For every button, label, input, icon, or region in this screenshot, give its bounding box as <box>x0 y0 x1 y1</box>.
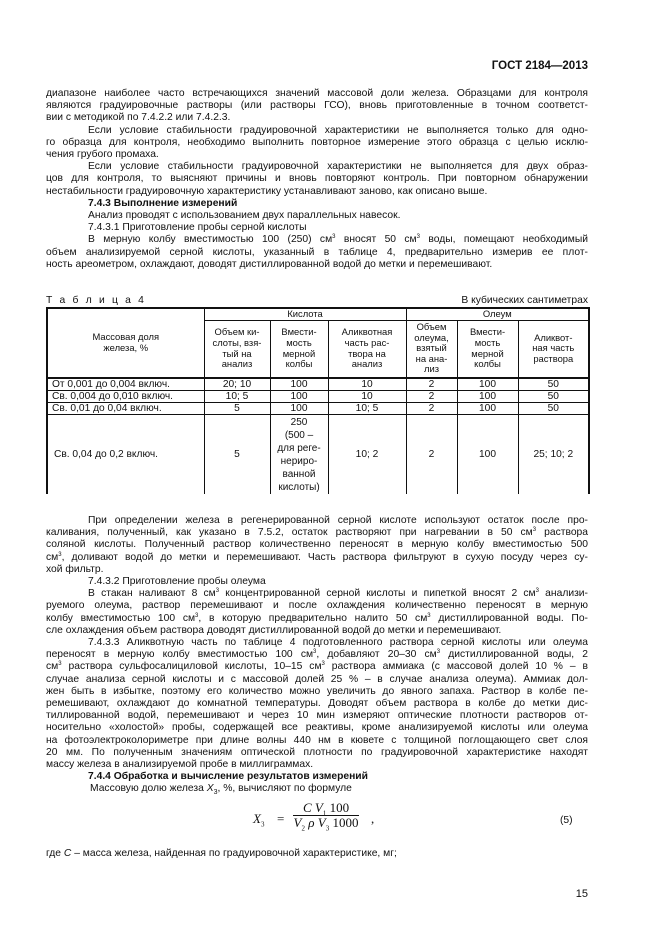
header-line: твора на <box>348 347 386 359</box>
formula-lhs <box>253 811 265 829</box>
table-row <box>47 390 589 402</box>
subscript: 3 <box>213 789 218 797</box>
cell-value: 5 <box>204 402 270 414</box>
cell-value-multiline <box>270 415 328 495</box>
text-line: 7.4.3.3 Аликвотную часть по таблице 4 подготовленного раствора серной кислоты или олеума <box>88 637 588 649</box>
numerator <box>293 802 359 816</box>
subscript: 3 <box>325 824 330 833</box>
document-code: ГОСТ 2184—2013 <box>491 60 588 72</box>
text-run: В стакан наливают 8 см <box>88 588 216 600</box>
cell-range: От 0,001 до 0,004 включ. <box>47 378 204 391</box>
section-heading-744: 7.4.4 Обработка и вычисление результатов измерений <box>88 771 368 783</box>
cell-value: 2 <box>406 415 457 495</box>
text-line: носительно «холостой» пробы, содержащей все реактивы, кроме анализируемой кислоты или олеума <box>46 722 588 734</box>
header-oleum-volume <box>406 320 457 378</box>
text-line: вии с методикой по 7.4.2.2 или 7.4.2.3. <box>46 112 231 124</box>
denominator <box>293 815 359 833</box>
text-line: тиллированной водой, перемешивают и через 10 мин измеряют оптические плотности растворов от- <box>46 710 588 722</box>
header-line: анализ <box>351 358 383 370</box>
variable: C <box>302 800 312 815</box>
text-line: го образца для контроля, необходимо выполнить повторное измерение этого образца с целью исклю- <box>46 136 588 148</box>
superscript: 3 <box>313 649 317 656</box>
header-line: Объем ки- <box>214 326 260 338</box>
text-line: жен быть в избытке, поэтому его количество можно увеличить до явного запаха. Раствор в колбе пе- <box>46 685 588 697</box>
equals-sign: = <box>277 811 285 826</box>
text-run: где <box>46 848 64 859</box>
text-line: цов для контроля, то выясняют причины и вновь повторяют контроль. При повторном обнаружении <box>46 173 588 185</box>
text-line <box>46 783 588 795</box>
header-line: на ана- <box>415 352 448 364</box>
text-line: ремешивают, охлаждают до комнатной температуры. Доводят объем раствора в колбе до метки дис- <box>46 698 588 710</box>
text-line: хой фильтр. <box>46 563 104 575</box>
cell-value: 100 <box>457 390 518 402</box>
text-line: чения грубого промаха. <box>46 149 159 161</box>
cell-value: 2 <box>406 390 457 402</box>
cell-value: 100 <box>270 402 328 414</box>
text-run: переносят в мерную колбу вместимостью 100 см <box>46 649 314 661</box>
header-line: мость <box>286 336 312 348</box>
paragraph-regenerated-acid <box>46 515 588 796</box>
cell-value: 2 <box>406 402 457 414</box>
text-line: массу железа в анализируемой пробе в миллиграммах. <box>46 759 314 771</box>
header-line: тый на <box>222 347 252 359</box>
text-line: ность ареометром, охлаждают, доводят дистиллированной водой до метки и перемешивают. <box>46 258 493 270</box>
superscript: 3 <box>58 661 62 668</box>
header-line: часть рас- <box>344 336 390 348</box>
header-line: мерной <box>282 347 316 359</box>
text-run: колбу вместимостью 100 см <box>46 612 196 624</box>
superscript: 3 <box>532 527 537 534</box>
header-line: олеума, <box>414 331 449 343</box>
subscript: 2 <box>301 824 305 833</box>
superscript: 3 <box>416 234 420 241</box>
text-run: дистиллированной воды. По- <box>430 612 588 624</box>
text-line <box>46 649 588 661</box>
text-run: раствора аммиака (с массовой долей 10 % – в <box>324 661 589 673</box>
superscript: 3 <box>195 612 199 619</box>
variable: X <box>253 811 261 826</box>
text-run: каливания, полученный, как указано в 7.5.2, остаток растворяют при нагревании в 50 см <box>46 527 533 539</box>
text-line: на фотоэлектроколориметре при длине волны 440 нм в кювете с толщиной поглощающего свет слоя <box>46 734 588 746</box>
header-group-acid: Кислота <box>204 308 406 320</box>
formula-5 <box>253 802 393 842</box>
header-line: слоты, взя- <box>212 336 262 348</box>
table-row <box>47 378 589 391</box>
text-line: являются градуировочные растворы (или растворы ГСО), вновь приготовленные в точном соответст- <box>46 100 588 112</box>
cell-range: Св. 0,04 до 0,2 включ. <box>47 415 204 495</box>
header-mass-fraction <box>47 308 204 378</box>
header-acid-aliquot <box>328 320 406 378</box>
formula-comma: , <box>371 811 375 826</box>
text-run: , в которую предварительно налито 50 см <box>198 612 428 624</box>
cell-range: Св. 0,004 до 0,010 включ. <box>47 390 204 402</box>
cell-line: (500 – <box>284 429 314 441</box>
cell-line: 250 <box>290 416 308 428</box>
text-run: дистиллированной воды, 2 <box>440 649 588 661</box>
text-line <box>46 234 588 246</box>
cell-value: 10; 5 <box>328 402 406 414</box>
text-line: сле охлаждения объем раствора доводят дистиллированной водой до метки и перемешивают. <box>46 624 502 636</box>
header-line: мость <box>474 336 501 348</box>
text-line: 20 мм. По полученным значениям оптической плотности по градуировочной характеристике находят <box>46 746 588 758</box>
variable: ρ <box>308 815 315 831</box>
text-run: , доливают водой до метки и перемешивают. Часть раствора фильтруют в сухую посуду через су- <box>61 551 588 563</box>
superscript: 3 <box>427 612 431 619</box>
cell-value: 10 <box>328 378 406 391</box>
page-number: 15 <box>575 888 588 900</box>
header-oleum-aliquot <box>518 320 589 378</box>
cell-value: 10 <box>328 390 406 402</box>
table-caption: Т а б л и ц а 4 <box>46 295 147 306</box>
superscript: 3 <box>436 649 441 656</box>
paragraph-control-samples <box>46 88 588 271</box>
number: 100 <box>329 800 350 815</box>
cell-value: 100 <box>457 415 518 495</box>
header-text: Массовая доля железа, % <box>92 331 160 353</box>
cell-value: 100 <box>270 390 328 402</box>
superscript: 3 <box>321 661 325 668</box>
header-line: Вмести- <box>469 326 506 338</box>
table-units: В кубических сантиметрах <box>461 295 588 306</box>
cell-value: 10; 5 <box>204 390 270 402</box>
header-line: мерной <box>471 347 504 359</box>
cell-value: 100 <box>270 378 328 391</box>
cell-value: 50 <box>518 402 589 414</box>
section-heading-743: 7.4.3 Выполнение измерений <box>88 197 238 209</box>
cell-value: 20; 10 <box>204 378 270 391</box>
text-line <box>46 848 588 860</box>
text-run: Массовую долю железа <box>90 783 207 795</box>
text-run: , добавляют 20–30 см <box>316 649 437 661</box>
header-line: Вмести- <box>281 326 317 338</box>
header-line: взятый <box>416 342 447 354</box>
text-run: см <box>46 551 59 563</box>
number: 1000 <box>332 815 359 831</box>
header-line: Аликвот- <box>534 331 573 343</box>
superscript: 3 <box>535 588 539 595</box>
header-acid-flask <box>270 320 328 378</box>
text-run: вносят 50 см <box>335 234 417 246</box>
text-line: При определении железа в регенерированной серной кислоте используют остаток после про- <box>88 515 588 526</box>
cell-value: 25; 10; 2 <box>518 415 589 495</box>
cell-value: 10; 2 <box>328 415 406 495</box>
subscript: 3 <box>260 820 265 829</box>
equation-number: (5) <box>560 815 573 826</box>
header-acid-volume <box>204 320 270 378</box>
table-4 <box>46 307 590 494</box>
header-line: Аликвотная <box>341 326 393 338</box>
text-line <box>46 661 588 673</box>
cell-value: 100 <box>457 402 518 414</box>
cell-value: 100 <box>457 378 518 391</box>
variable: X <box>206 783 214 795</box>
text-line: соляной кислоты. Полученный раствор количественно переносят в мерную колбу вместимостью 500 <box>46 539 588 551</box>
text-run: , %, вычисляют по формуле <box>217 783 352 795</box>
header-oleum-flask <box>457 320 518 378</box>
header-line: анализ <box>221 358 253 370</box>
header-line: раствора <box>533 352 574 364</box>
text-line: диапазоне наиболее часто встречающихся значений массовой доли железа. Образцами для контроля <box>46 88 588 99</box>
text-line: Анализ проводят с использованием двух параллельных навесок. <box>88 210 401 222</box>
table-row <box>47 402 589 414</box>
text-line <box>46 552 588 564</box>
text-line: объем анализируемой серной кислоты, указанный в таблице 4, предварительно измерив ее плот- <box>46 246 588 258</box>
text-line: руемого олеума, раствор перемешивают и после охлаждения количественно переносят в мерную <box>46 600 588 612</box>
text-line: нестабильности градуировочную характеристику устанавливают заново, как описано выше. <box>46 185 488 197</box>
fraction <box>293 800 359 833</box>
superscript: 3 <box>332 234 336 241</box>
header-line: колбы <box>285 358 313 370</box>
cell-line: для реге- <box>277 442 321 454</box>
text-run: раствора <box>536 527 588 539</box>
superscript: 3 <box>215 588 220 595</box>
text-run: анализи- <box>538 588 588 600</box>
subscript: 1 <box>322 809 327 818</box>
text-line: случае анализа серной кислоты и с массовой долей 25 % – в случае анализа олеума). Аммиак дол- <box>46 673 588 685</box>
subsection-heading-7432: 7.4.3.2 Приготовление пробы олеума <box>88 576 266 588</box>
header-line: колбы <box>474 358 501 370</box>
header-line: Объем <box>416 321 447 333</box>
cell-value: 5 <box>204 415 270 495</box>
text-run: концентрированной серной кислоты и пипеткой вносят 2 см <box>219 588 536 600</box>
text-line <box>46 588 588 600</box>
text-line <box>46 527 588 539</box>
text-run: см <box>46 661 59 673</box>
cell-value: 2 <box>406 378 457 391</box>
cell-value: 50 <box>518 390 589 402</box>
text-run: – масса железа, найденная по градуировочной характеристике, мг; <box>71 848 397 859</box>
variable: V <box>317 815 326 831</box>
header-line: ная часть <box>532 342 575 354</box>
cell-line: кислоты) <box>278 481 320 493</box>
header-group-oleum: Олеум <box>406 308 589 320</box>
cell-line: нериро- <box>280 455 318 467</box>
text-line <box>46 613 588 625</box>
table-row <box>47 415 589 495</box>
cell-value: 50 <box>518 378 589 391</box>
header-line: лиз <box>424 363 440 375</box>
variable: V <box>314 800 323 815</box>
text-run: В мерную колбу вместимостью 100 (250) см <box>88 234 333 246</box>
paragraph-where <box>46 848 588 860</box>
text-run: раствора сульфосалициловой кислоты, 10–15 см <box>61 661 322 673</box>
cell-range: Св. 0,01 до 0,04 включ. <box>47 402 204 414</box>
superscript: 3 <box>58 551 62 558</box>
cell-line: ванной <box>282 468 316 480</box>
text-line: Если условие стабильности градуировочной характеристики не выполняется для двух образ- <box>88 161 588 173</box>
subsection-heading-7431: 7.4.3.1 Приготовление пробы серной кислоты <box>88 222 307 234</box>
text-run: воды, помещают необходимый <box>419 234 588 246</box>
text-line: Если условие стабильности градуировочной характеристики не выполняется только для одно- <box>88 124 588 136</box>
variable: C <box>63 848 72 859</box>
variable: V <box>293 815 302 831</box>
